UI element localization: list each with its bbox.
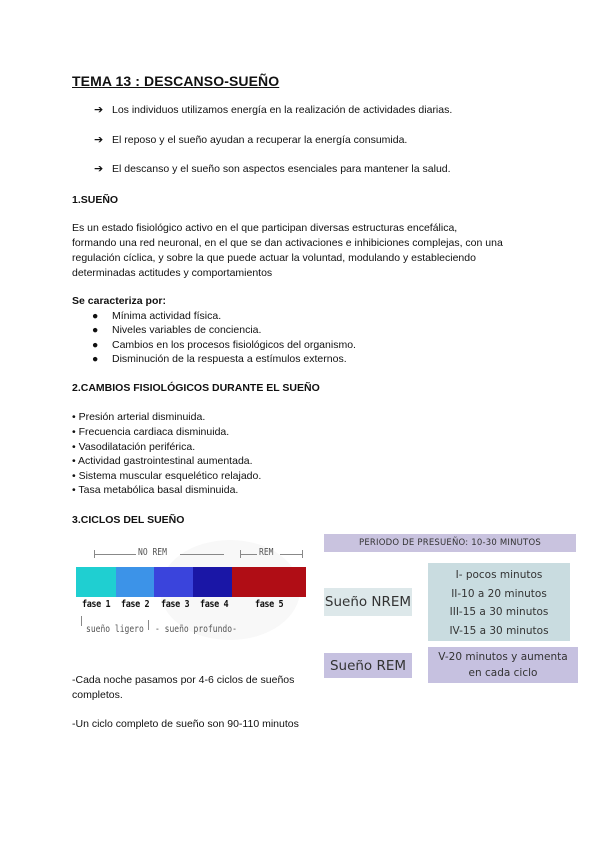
phase-label: fase 2 xyxy=(121,599,150,610)
phase-bar-2 xyxy=(116,567,154,597)
arrow-icon: ➔ xyxy=(94,134,104,146)
list-item: ● Mínima actividad física. xyxy=(92,310,222,322)
phase-label: fase 4 xyxy=(200,599,229,610)
bracket-line xyxy=(94,554,136,555)
phase-bar-4 xyxy=(193,567,232,597)
bracket-line xyxy=(241,554,257,555)
bracket-line xyxy=(94,550,95,558)
intro-item: ➔ El reposo y el sueño ayudan a recuperar la energía consumida. xyxy=(94,133,408,146)
nrem-details-box: I- pocos minutos II-10 a 20 minutos III-15 a 30 minutos IV-15 a 30 minutos xyxy=(428,563,570,641)
bracket-line xyxy=(81,616,82,626)
phase-label: fase 1 xyxy=(82,599,111,610)
caracteriza-label: Se caracteriza por: xyxy=(72,295,166,307)
arrow-icon: ➔ xyxy=(94,163,104,175)
list-item: • Tasa metabólica basal disminuida. xyxy=(72,484,239,496)
phase-bar-3 xyxy=(154,567,193,597)
intro-item: ➔ Los individuos utilizamos energía en la realización de actividades diarias. xyxy=(94,103,453,116)
list-item: • Frecuencia cardiaca disminuida. xyxy=(72,426,230,438)
section-heading-ciclos: 3.CICLOS DEL SUEÑO xyxy=(72,514,185,526)
list-item: • Sistema muscular esquelético relajado. xyxy=(72,470,262,482)
list-item: • Vasodilatación periférica. xyxy=(72,441,196,453)
arrow-icon: ➔ xyxy=(94,104,104,116)
phase-bar-1 xyxy=(76,567,116,597)
rem-box: Sueño REM xyxy=(324,653,412,678)
list-item: • Presión arterial disminuida. xyxy=(72,411,206,423)
note-line: -Cada noche pasamos por 4-6 ciclos de sueños xyxy=(72,674,295,686)
light-sleep-label: sueño ligero xyxy=(86,624,144,635)
list-item: ● Disminución de la respuesta a estímulos externos. xyxy=(92,353,347,365)
nrem-box: Sueño NREM xyxy=(324,588,412,616)
section-heading-cambios: 2.CAMBIOS FISIOLÓGICOS DURANTE EL SUEÑO xyxy=(72,382,320,394)
nrem-label: NO REM xyxy=(138,547,167,558)
phase-label: fase 5 xyxy=(255,599,284,610)
bracket-line xyxy=(180,554,224,555)
phase-label: fase 3 xyxy=(161,599,190,610)
intro-item: ➔ El descanso y el sueño son aspectos esenciales para mantener la salud. xyxy=(94,162,451,175)
note-line: -Un ciclo completo de sueño son 90-110 minutos xyxy=(72,718,299,730)
deep-sleep-label: - sueño profundo- xyxy=(155,624,237,635)
definition-paragraph: Es un estado fisiológico activo en el que participan diversas estructuras encefálica, formando una red neuronal, en el que se dan activaciones e inhibiciones complejas, con una regulación cíclica, y sobre la que puede actuar la voluntad, modulando y estableciendo determinadas actitudes y comportamientos xyxy=(72,222,503,279)
section-heading-sueno: 1.SUEÑO xyxy=(72,194,119,206)
bracket-line xyxy=(148,620,149,630)
phase-bar-5 xyxy=(232,567,306,597)
bracket-line xyxy=(302,550,303,558)
list-item: ● Cambios en los procesos fisiológicos del organismo. xyxy=(92,339,356,351)
bracket-line xyxy=(280,554,302,555)
note-line: completos. xyxy=(72,689,123,701)
rem-details-box: V-20 minutos y aumenta en cada ciclo xyxy=(428,647,578,683)
list-item: ● Niveles variables de conciencia. xyxy=(92,324,262,336)
presueno-box: PERIODO DE PRESUEÑO: 10-30 MINUTOS xyxy=(324,534,576,552)
list-item: • Actividad gastrointestinal aumentada. xyxy=(72,455,253,467)
page-title: TEMA 13 : DESCANSO-SUEÑO xyxy=(72,73,280,89)
rem-label: REM xyxy=(259,547,274,558)
